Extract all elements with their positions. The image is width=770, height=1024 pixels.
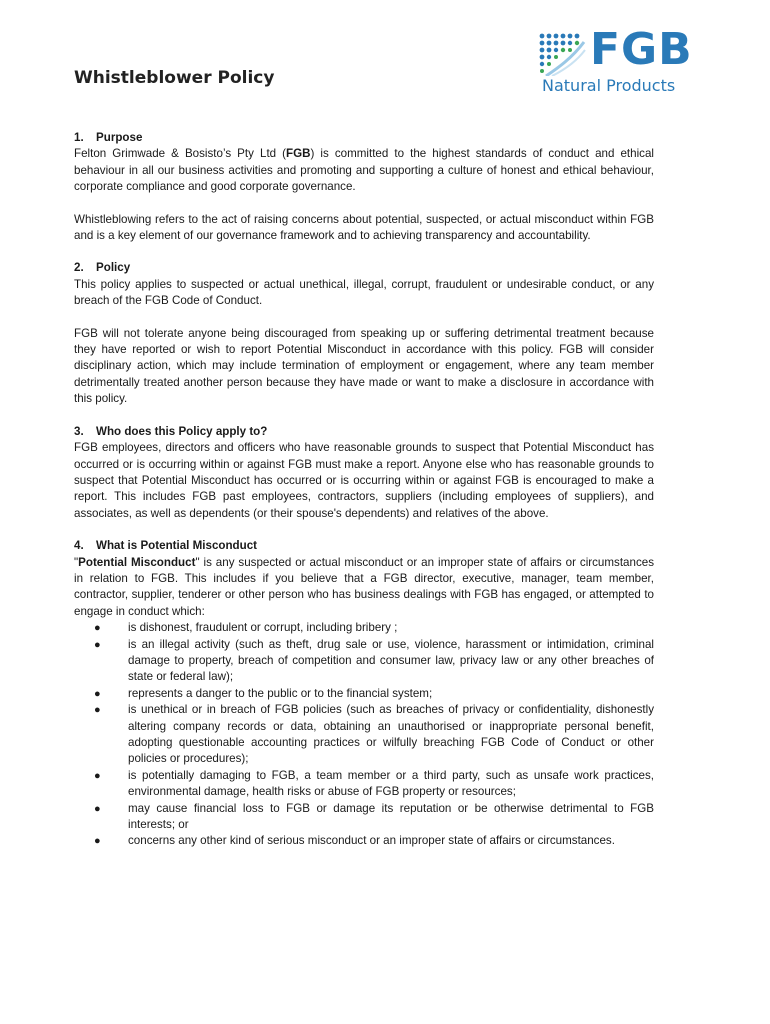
bullet-icon: ●	[94, 687, 101, 700]
bullet-icon: ●	[94, 638, 101, 651]
paragraph	[74, 146, 654, 195]
list-item	[74, 637, 654, 686]
section-who-applies	[74, 424, 654, 522]
section-number: 2.	[74, 261, 84, 275]
paragraph: Whistleblowing refers to the act of raising concerns about potential, suspected, or actual misconduct within FGB and is a key element of our governance framework and to achieving transparency and accountability.	[74, 212, 654, 243]
list-item-text: concerns any other kind of serious misconduct or an improper state of affairs or circumstances.	[128, 834, 615, 848]
section-number: 4.	[74, 539, 84, 553]
paragraph: This policy applies to suspected or actual unethical, illegal, corrupt, fraudulent or undesirable conduct, or any breach of the FGB Code of Conduct.	[74, 277, 654, 308]
list-item	[74, 620, 654, 636]
section-number: 1.	[74, 131, 84, 144]
section-title: Policy	[96, 261, 131, 275]
list-item	[74, 702, 654, 768]
section-purpose	[74, 130, 654, 244]
paragraph	[74, 555, 654, 621]
list-item-text: is potentially damaging to FGB, a team member or a third party, such as unsafe work practices, environmental damage, health risks or abuse of FGB property or resources;	[128, 768, 654, 799]
paragraph: FGB will not tolerate anyone being discouraged from speaking up or suffering detrimental treatment because they have reported or wish to report Potential Misconduct in accordance with this policy. FGB will consider disciplinary action, which may include termination of employment or engagement, where any team member detrimentally treated another person because they have made or want to make a disclosure in accordance with this policy.	[74, 326, 654, 406]
text-run: Felton Grimwade & Bosisto’s Pty Ltd (	[74, 147, 287, 161]
list-item	[74, 768, 654, 801]
list-item-text: may cause financial loss to FGB or damage its reputation or be otherwise detrimental to FGB interests; or	[128, 801, 654, 832]
list-item	[74, 833, 654, 849]
section-heading	[74, 538, 654, 554]
logo-wordmark: FGB	[590, 24, 693, 75]
bullet-icon: ●	[94, 835, 101, 848]
section-heading	[74, 130, 654, 146]
list-item	[74, 801, 654, 834]
document-body	[74, 130, 654, 866]
bullet-icon: ●	[94, 769, 101, 782]
bold-text: FGB	[286, 147, 311, 161]
fgb-logo	[538, 24, 698, 100]
text-run: "	[74, 555, 79, 569]
list-item-text: is dishonest, fraudulent or corrupt, including bribery ;	[128, 621, 398, 635]
bullet-icon: ●	[94, 802, 101, 815]
paragraph: FGB employees, directors and officers who have reasonable grounds to suspect that Potential Misconduct has occurred or is occurring within or against FGB must make a report. Anyone else who has reasonable grounds to suspect that Potential Misconduct has occurred or is occurring within or against FGB is encouraged to make a report. This includes FGB past employees, contractors, suppliers (including employees of suppliers), and associates, as well as dependents (or their spouse's dependents) and relatives of the above.	[74, 441, 654, 520]
leaf-dots-icon	[538, 32, 586, 76]
section-title: Who does this Policy apply to?	[96, 424, 268, 438]
text-run: " is any suspected or actual misconduct or an improper state of affairs or circumstances in relation to FGB. This includes if you believe that a FGB director, executive, manager, team member, contractor, supplier, tenderer or other person who has business dealings with FGB has engaged, or attempted to engage in conduct which:	[74, 555, 654, 618]
logo-tagline: Natural Products	[542, 76, 676, 95]
bullet-icon: ●	[94, 622, 101, 635]
section-number: 3.	[74, 424, 84, 438]
misconduct-list	[74, 620, 654, 850]
text-run: ) is committed to the highest standards of conduct and ethical behaviour in all our business activities and promoting and supporting a culture of honest and ethical behaviour, corporate compliance and good corporate governance.	[74, 147, 654, 194]
list-item-text: is unethical or in breach of FGB policies (such as breaches of privacy or confidentiality, dishonestly altering company records or data, obtaining an unauthorised or inappropriate personal benefit, adopting questionable accounting practices or wilfully breaching FGB Code of Conduct or other policies or procedures);	[128, 703, 654, 766]
bold-text: Potential Misconduct	[78, 555, 196, 569]
list-item-text: represents a danger to the public or to the financial system;	[128, 686, 433, 700]
list-item-text: is an illegal activity (such as theft, drug sale or use, violence, harassment or intimidation, criminal damage to property, breach of competition and consumer law, privacy law or any other breaches of state or federal law);	[128, 637, 654, 684]
section-title: What is Potential Misconduct	[96, 539, 258, 553]
bullet-icon: ●	[94, 704, 101, 717]
page-title: Whistleblower Policy	[74, 68, 275, 88]
section-heading	[74, 424, 654, 440]
section-heading	[74, 260, 654, 276]
section-potential-misconduct	[74, 538, 654, 850]
list-item	[74, 686, 654, 702]
section-title: Purpose	[96, 131, 143, 144]
section-policy	[74, 260, 654, 407]
